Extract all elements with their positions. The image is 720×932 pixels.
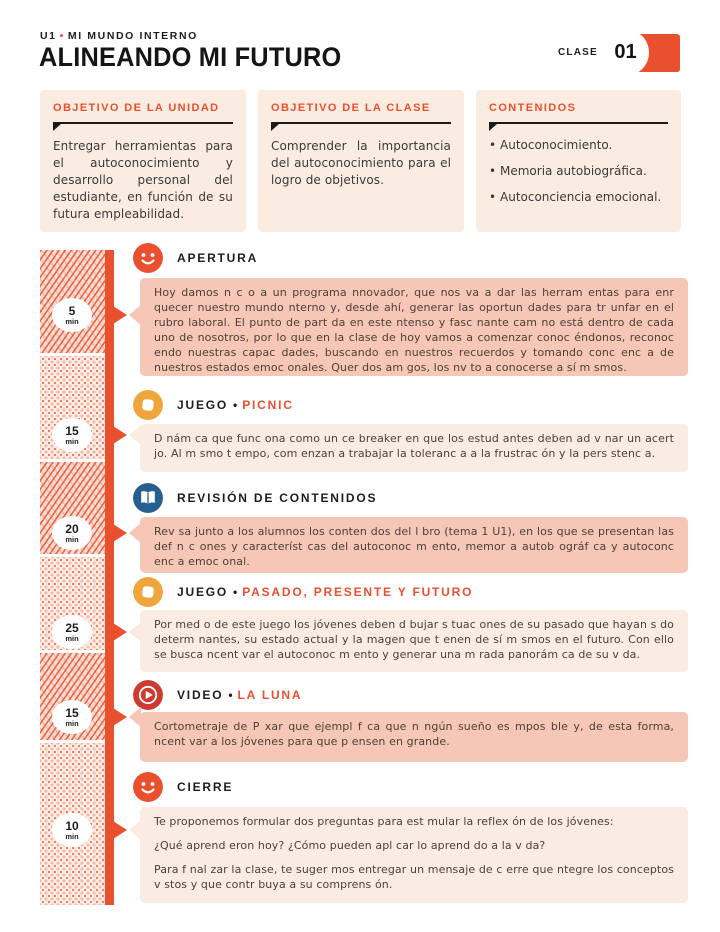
- duration-badge: [52, 813, 92, 847]
- game-icon: [133, 390, 163, 420]
- objective-class-body: Comprender la importancia del autoconocimiento para el logro de objetivos.: [271, 139, 451, 188]
- duration-unit: min: [65, 316, 79, 326]
- section-title: JUEGO: [177, 398, 229, 412]
- timeline-arrow: [113, 524, 127, 542]
- objective-unit-box: [40, 90, 246, 232]
- section-paragraph: Hoy damos n c o a un programa nnovador, que nos va a dar las herram entas para enr quecer nuestro mundo nterno y, desde ahí, generar las oportun dades para tr unfar en el rubro laboral. El punto de part da en este ntenso y fasc nante cam no está dentro de cada uno de nosotros, por lo que en la clase de hoy vamos a comenzar conoc éndonos, reconoc endo nuestras capac dades, buscando en nuestros recuerdos y tomando conc enc a de nuestros estados emoc onales. Quer dos am gos, los nv to a conocerse a sí m smos.: [154, 286, 674, 374]
- heading-rule: [53, 122, 233, 129]
- timeline-arrow: [113, 306, 127, 324]
- breadcrumb-dot: •: [59, 30, 65, 42]
- heading-rule: [489, 122, 668, 129]
- label-bullet: •: [233, 585, 238, 599]
- play-icon: [133, 680, 163, 710]
- contents-item: • Memoria autobiográfica.: [489, 164, 668, 178]
- section-paragraph: Cortometraje de P xar que ejempl f ca que n ngún sueño es mpos ble y, de esta forma, ncent var a los jóvenes para que p ensen en grande.: [154, 720, 674, 748]
- section-header-juego-pasado: [133, 577, 473, 607]
- timeline-bar: [105, 250, 114, 905]
- section-body-juego-picnic: [140, 424, 688, 472]
- duration-badge: [52, 516, 92, 550]
- clase-badge: [558, 33, 682, 73]
- box-tail: [129, 707, 141, 727]
- section-header-revision: [133, 483, 377, 513]
- section-header-apertura: [133, 243, 258, 273]
- section-paragraph: ¿Qué aprend eron hoy? ¿Cómo pueden apl car lo aprend do a la v da?: [154, 838, 546, 852]
- timeline-arrow: [113, 821, 127, 839]
- section-header-juego-picnic: [133, 390, 294, 420]
- duration-badge: [52, 298, 92, 332]
- duration-badge: [52, 418, 92, 452]
- page-title: ALINEANDO MI FUTURO: [39, 42, 342, 72]
- duration-value: 25: [65, 620, 79, 635]
- contents-title: CONTENIDOS: [489, 102, 577, 114]
- section-body-juego-pasado: [140, 610, 688, 672]
- section-body-cierre: [140, 807, 688, 903]
- objective-class-box: [258, 90, 464, 232]
- duration-badge: [52, 615, 92, 649]
- section-subtitle: LA LUNA: [237, 688, 303, 702]
- duration-unit: min: [65, 633, 79, 643]
- section-subtitle: PICNIC: [242, 398, 294, 412]
- game-icon: [133, 577, 163, 607]
- duration-value: 10: [65, 818, 79, 833]
- section-title: APERTURA: [177, 251, 259, 265]
- unit-code: U1: [40, 30, 57, 42]
- section-paragraph: Rev sa junto a los alumnos los conten dos del l bro (tema 1 U1), en los que se presentan las def n c ones y característ cas del autoconoc m ento, memor a autob ográf ca y autoconc enc a emoc onal.: [154, 525, 674, 568]
- label-bullet: •: [233, 398, 238, 412]
- section-subtitle: PASADO, PRESENTE Y FUTURO: [242, 585, 474, 599]
- timeline-arrow: [113, 426, 127, 444]
- section-title: VIDEO: [177, 688, 224, 702]
- section-body-apertura: [140, 278, 688, 376]
- box-tail: [129, 305, 141, 325]
- contents-item: • Autoconocimiento.: [489, 138, 668, 152]
- objective-unit-body: Entregar herramientas para el autoconocimiento y desarrollo personal del estudiante, en función de su futura empleabilidad.: [53, 139, 233, 222]
- heading-rule: [271, 122, 451, 129]
- section-paragraph: D nám ca que func ona como un ce breaker en que los estud antes deben ad v nar un acert jo. Al m smo t empo, com enzan a trabajar la toleranc a a la frustrac ón y la pers stenc a.: [154, 432, 674, 460]
- section-header-cierre: [133, 772, 233, 802]
- box-tail: [129, 425, 141, 445]
- section-body-video: [140, 712, 688, 762]
- duration-value: 15: [65, 423, 79, 438]
- section-title: CIERRE: [177, 780, 234, 794]
- label-bullet: •: [228, 688, 233, 702]
- duration-unit: min: [65, 436, 79, 446]
- section-title: REVISIÓN DE CONTENIDOS: [177, 491, 378, 505]
- section-paragraph: Te proponemos formular dos preguntas para est mular la reflex ón de los jóvenes:: [154, 815, 614, 828]
- box-tail: [129, 523, 141, 543]
- duration-value: 5: [68, 303, 76, 318]
- timeline-arrow: [113, 623, 127, 641]
- clase-number: 01: [604, 31, 647, 74]
- duration-unit: min: [65, 718, 79, 728]
- section-body-revision: [140, 517, 688, 573]
- duration-value: 20: [65, 521, 79, 536]
- duration-unit: min: [65, 534, 79, 544]
- unit-name: MI MUNDO INTERNO: [67, 30, 198, 42]
- box-tail: [129, 820, 141, 840]
- section-header-video: [133, 680, 302, 710]
- objective-unit-title: OBJETIVO DE LA UNIDAD: [53, 102, 220, 114]
- duration-value: 15: [65, 705, 79, 720]
- box-tail: [129, 622, 141, 642]
- section-paragraph: Para f nal zar la clase, te suger mos entregar un mensaje de c erre que ntegre los conceptos v stos y que contr buya a su comprens ón.: [154, 862, 674, 891]
- contents-list: [489, 138, 668, 204]
- book-icon: [133, 483, 163, 513]
- timeline-arrow: [113, 708, 127, 726]
- duration-unit: min: [65, 831, 79, 841]
- duration-badge: [52, 700, 92, 734]
- unit-breadcrumb: [40, 30, 198, 42]
- clase-label: CLASE: [558, 47, 598, 58]
- smiley-icon: [133, 243, 163, 273]
- section-title: JUEGO: [177, 585, 229, 599]
- section-paragraph: Por med o de este juego los jóvenes deben d bujar s tuac ones de su pasado que hayan s do determ nantes, su estado actual y la magen que t enen de sí m smos en el futuro. Con ello se busca ncent var el autoconoc m ento y generar una m rada panorám ca de su v da.: [154, 618, 674, 661]
- smiley-icon: [133, 772, 163, 802]
- contents-box: [476, 90, 681, 232]
- contents-item: • Autoconciencia emocional.: [489, 190, 668, 204]
- objective-class-title: OBJETIVO DE LA CLASE: [271, 102, 431, 114]
